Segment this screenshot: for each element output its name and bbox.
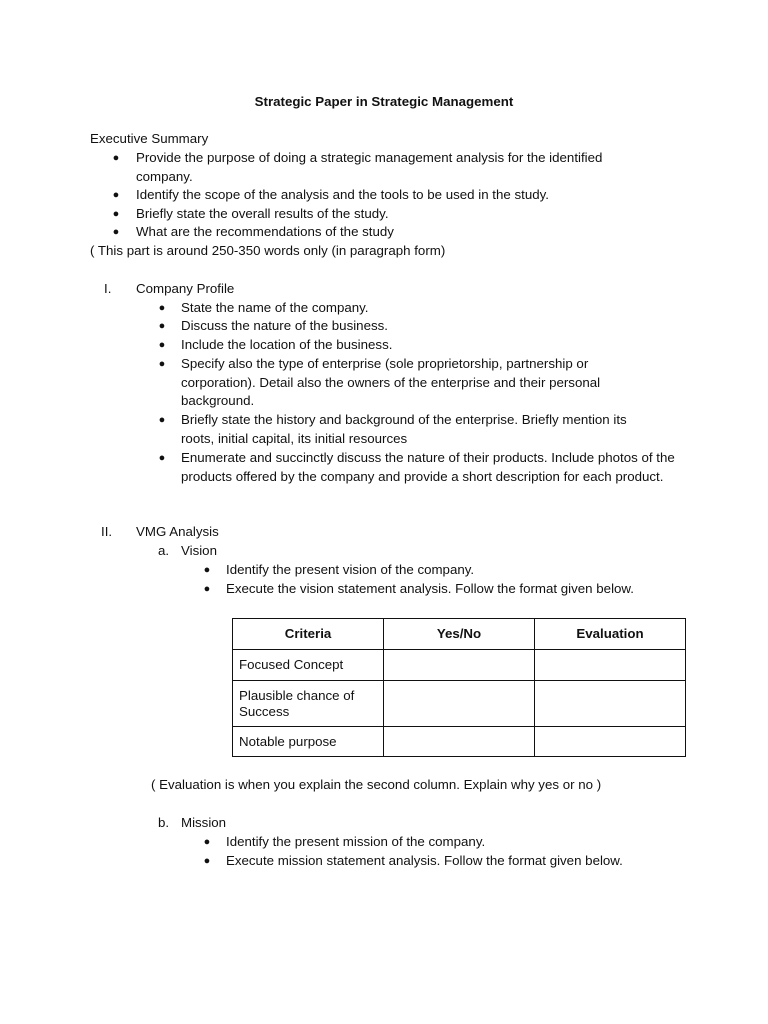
summary-item-3: Briefly state the overall results of the study. (136, 206, 389, 221)
table-cell-yes-no[interactable] (384, 681, 535, 727)
table-cell-criteria: Focused Concept (233, 650, 384, 681)
mission-letter: b. (158, 815, 170, 830)
bullet-icon: ● (112, 152, 120, 164)
section-1-heading: Company Profile (136, 281, 235, 296)
table-cell-evaluation[interactable] (535, 650, 686, 681)
table-cell-criteria: Notable purpose (233, 727, 384, 757)
bullet-icon: ● (203, 564, 211, 576)
bullet-icon: ● (112, 226, 120, 238)
bullet-icon: ● (203, 855, 211, 867)
document-title: Strategic Paper in Strategic Management (254, 94, 514, 109)
table-cell-evaluation[interactable] (535, 727, 686, 757)
table-cell-yes-no[interactable] (384, 650, 535, 681)
table-cell-yes-no[interactable] (384, 727, 535, 757)
bullet-icon: ● (112, 189, 120, 201)
profile-item-6: Enumerate and succinctly discuss the nature of their products. Include photos of the products offered by the company and provide a short description for each product. (181, 450, 675, 484)
summary-item-2: Identify the scope of the analysis and the tools to be used in the study. (136, 187, 549, 202)
executive-summary-heading: Executive Summary (90, 131, 209, 146)
profile-item-1: State the name of the company. (181, 300, 369, 315)
mission-item-2: Execute mission statement analysis. Follow the format given below. (226, 853, 623, 868)
mission-item-1: Identify the present mission of the company. (226, 834, 486, 849)
summary-note: ( This part is around 250-350 words only (in paragraph form) (90, 243, 446, 258)
bullet-icon: ● (158, 452, 166, 464)
vision-letter: a. (158, 543, 170, 558)
table-row (233, 727, 686, 757)
summary-item-4: What are the recommendations of the study (136, 224, 394, 239)
evaluation-note: ( Evaluation is when you explain the second column. Explain why yes or no ) (151, 777, 602, 792)
table-cell-evaluation[interactable] (535, 681, 686, 727)
section-2-numeral: II. (101, 524, 113, 539)
profile-item-2: Discuss the nature of the business. (181, 318, 388, 333)
table-header-row (233, 619, 686, 650)
section-2-heading: VMG Analysis (136, 524, 219, 539)
table-header-evaluation: Evaluation (535, 619, 686, 650)
summary-item-1: Provide the purpose of doing a strategic management analysis for the identified company. (136, 150, 603, 184)
vision-criteria-table (232, 618, 686, 757)
bullet-icon: ● (203, 583, 211, 595)
profile-item-4: Specify also the type of enterprise (sole proprietorship, partnership or corporation). Detail also the owners of the enterprise and their personal background. (181, 356, 601, 408)
section-1-numeral: I. (104, 281, 112, 296)
vision-heading: Vision (181, 543, 217, 558)
table-cell-criteria: Plausible chance of Success (233, 681, 384, 727)
bullet-icon: ● (158, 358, 166, 370)
bullet-icon: ● (203, 836, 211, 848)
table-row (233, 681, 686, 727)
profile-item-3: Include the location of the business. (181, 337, 393, 352)
vision-item-1: Identify the present vision of the company. (226, 562, 475, 577)
table-header-criteria: Criteria (233, 619, 384, 650)
bullet-icon: ● (112, 208, 120, 220)
mission-heading: Mission (181, 815, 227, 830)
bullet-icon: ● (158, 320, 166, 332)
bullet-icon: ● (158, 339, 166, 351)
profile-item-5: Briefly state the history and background of the enterprise. Briefly mention its roots, initial capital, its initial resources (181, 412, 627, 446)
table-header-yes-no: Yes/No (384, 619, 535, 650)
bullet-icon: ● (158, 414, 166, 426)
bullet-icon: ● (158, 302, 166, 314)
vision-item-2: Execute the vision statement analysis. Follow the format given below. (226, 581, 634, 596)
table-row (233, 650, 686, 681)
